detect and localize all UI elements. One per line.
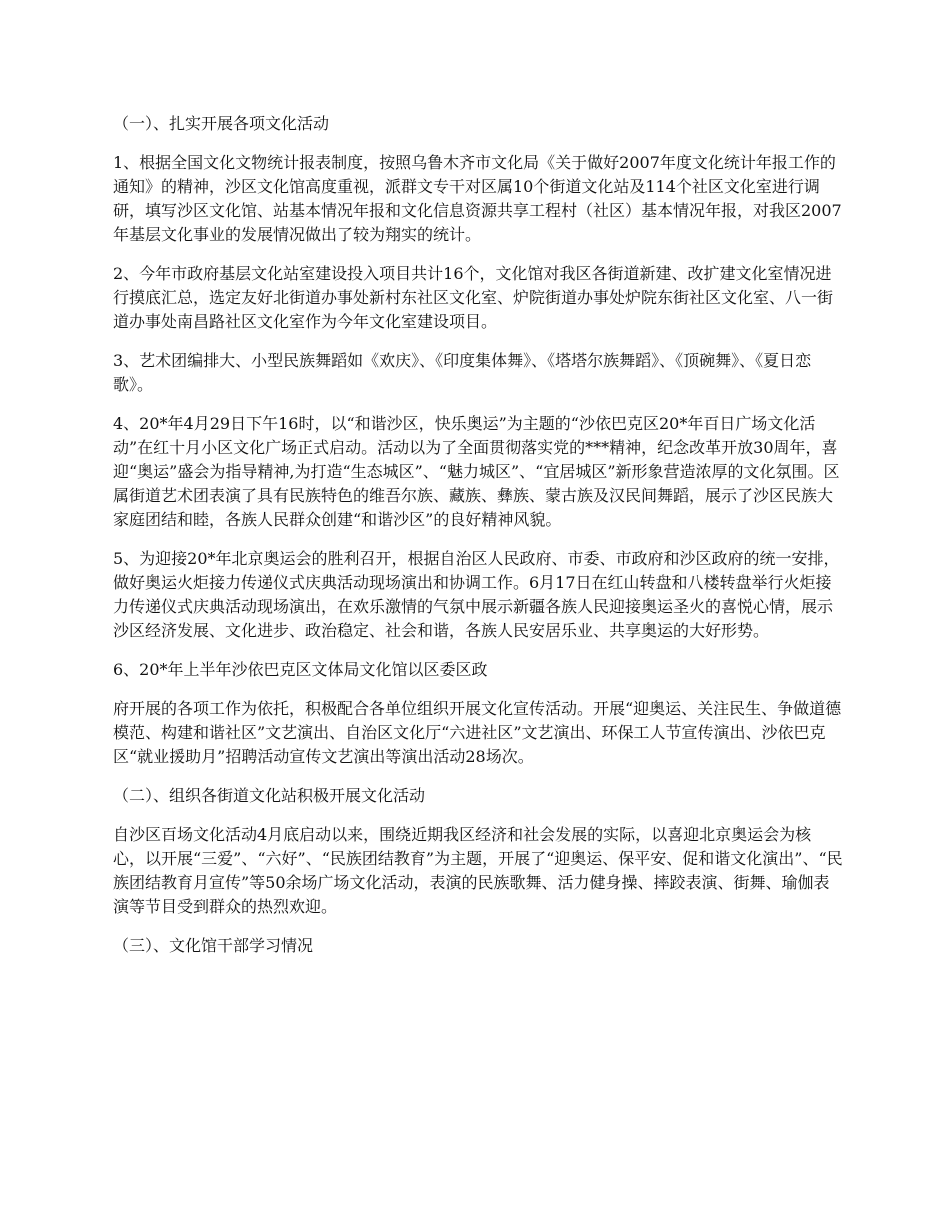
paragraph-5: 5、为迎接20*年北京奥运会的胜利召开，根据自治区人民政府、市委、市政府和沙区政府的统一安排，做好奥运火炬接力传递仪式庆典活动现场演出和协调工作。6月17日在红山转盘和八楼转盘举行火炬接力传递仪式庆典活动现场演出，在欢乐激情的气氛中展示新疆各族人民迎接奥运圣火的喜悦心情，展示沙区经济发展、文化进步、政治稳定、社会和谐，各族人民安居乐业、共享奥运的大好形势。 <box>113 549 840 640</box>
paragraph-3: 3、艺术团编排大、小型民族舞蹈如《欢庆》、《印度集体舞》、《塔塔尔族舞蹈》、《顶碗舞》、《夏日恋歌》。 <box>113 351 812 394</box>
document-body <box>113 112 843 973</box>
paragraph-1: 1、根据全国文化文物统计报表制度，按照乌鲁木齐市文化局《关于做好2007年度文化统计年报工作的通知》的精神，沙区文化馆高度重视，派群文专干对区属10个街道文化站及114个社区文化室进行调研，填写沙区文化馆、站基本情况年报和文化信息资源共享工程村（社区）基本情况年报，对我区2007年基层文化事业的发展情况做出了较为翔实的统计。 <box>113 153 842 244</box>
paragraph-4: 4、20*年4月29日下午16时，以“和谐沙区，快乐奥运”为主题的“沙依巴克区20*年百日广场文化活动”在红十月小区文化广场正式启动。活动以为了全面贯彻落实党的***精神，纪念改革开放30周年，喜迎“奥运”盛会为指导精神,为打造“生态城区”、“魅力城区”、“宜居城区”新形象营造浓厚的文化氛围。区属街道艺术团表演了具有民族特色的维吾尔族、藏族、彝族、蒙古族及汉民间舞蹈，展示了沙区民族大家庭团结和睦，各族人民群众创建“和谐沙区”的良好精神风貌。 <box>113 414 840 529</box>
paragraph-7: 自沙区百场文化活动4月底启动以来，围绕近期我区经济和社会发展的实际，以喜迎北京奥运会为核心，以开展“三爱”、“六好”、“民族团结教育”为主题，开展了“迎奥运、保平安、促和谐文化演出”、“民族团结教育月宣传”等50余场广场文化活动，表演的民族歌舞、活力健身操、摔跤表演、街舞、瑜伽表演等节目受到群众的热烈欢迎。 <box>113 825 843 916</box>
paragraph-6: 6、20*年上半年沙依巴克区文体局文化馆以区委区政 <box>113 660 488 679</box>
section-heading-2: （二）、组织各街道文化站积极开展文化活动 <box>113 786 426 805</box>
paragraph-6-continued: 府开展的各项工作为依托，积极配合各单位组织开展文化宣传活动。开展“迎奥运、关注民生、争做道德模范、构建和谐社区”文艺演出、自治区文化厅“六进社区”文艺演出、环保工人节宣传演出、沙依巴克区“就业援助月”招聘活动宣传文艺演出等演出活动28场次。 <box>113 699 842 766</box>
section-heading-1: （一）、扎实开展各项文化活动 <box>113 114 330 133</box>
paragraph-2: 2、今年市政府基层文化站室建设投入项目共计16个，文化馆对我区各街道新建、改扩建文化室情况进行摸底汇总，选定友好北街道办事处新村东社区文化室、炉院街道办事处炉院东街社区文化室、八一街道办事处南昌路社区文化室作为今年文化室建设项目。 <box>113 264 834 331</box>
section-heading-3: （三）、文化馆干部学习情况 <box>113 936 314 955</box>
